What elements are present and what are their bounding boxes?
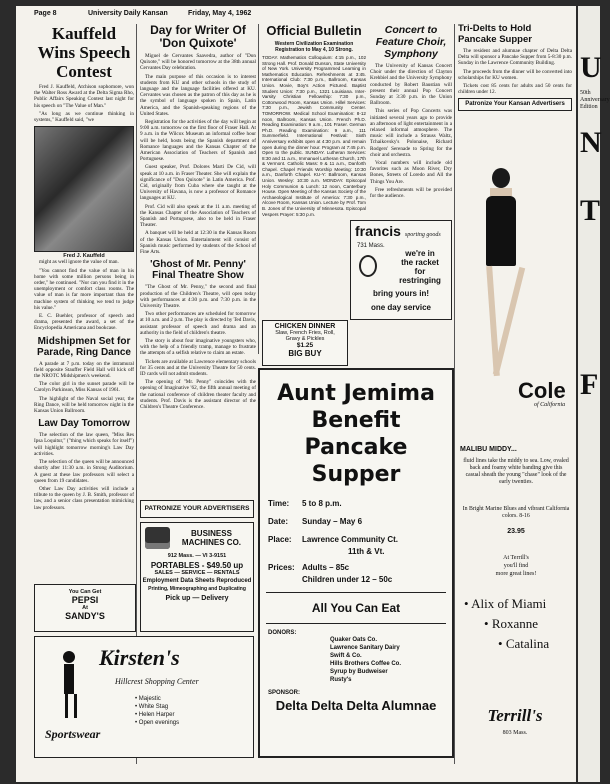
kirsten-item: • White Stag	[135, 704, 169, 710]
donor: Swift & Co.	[330, 653, 362, 659]
business-address: 912 Mass. — VI 3-9151	[167, 553, 227, 559]
bulletin-intro: Western Civilization Examination Registration to May 4, 10 Strong.	[274, 41, 354, 53]
francis-line: restringing	[399, 276, 441, 285]
article-text: "You cannot find the value of man in his home with some million persons being in order," he continued. "Nor can you find it in the unemployment or comfort class rooms. The value of man is far more important than the machine system of thinking we tend to judge his value."	[34, 267, 134, 311]
article-text: E. C. Buehler, professor of speech and drama, presented the award, a set of the Encyclopedia Americana and bookcase.	[34, 313, 134, 332]
column-rule	[258, 24, 259, 354]
typewriter-icon	[145, 527, 170, 549]
terrills-address: 803 Mass.	[502, 730, 528, 736]
issue-date: Friday, May 4, 1962	[188, 10, 252, 17]
business-pickup: Pick up — Delivery	[165, 595, 229, 602]
line-alix: • Alix of Miami	[464, 596, 547, 611]
business-portables: PORTABLES - $49.50 up	[150, 561, 244, 570]
donor: Hills Brothers Coffee Co.	[330, 661, 402, 667]
patronize-box: PATRONIZE YOUR ADVERTISERS	[140, 500, 254, 518]
business-services: SALES — SERVICE — RENTALS	[154, 570, 240, 576]
pancake-child-price: Children under 12 – 50c	[302, 575, 393, 584]
business-line1: Employment Data Sheets Reproduced	[142, 578, 252, 584]
newspaper-page	[16, 6, 576, 782]
figure-illustration	[61, 651, 77, 721]
francis-tag: sporting goods	[404, 232, 441, 238]
racket-icon	[359, 255, 377, 277]
pancake-title: Benefit	[311, 408, 401, 433]
article-text: Other Law Day activities will include a tribute to the queen by J. B. Smith, professor of law, and a senior class presentation mimicking law professors.	[34, 485, 134, 511]
headline-kauffeld: Kauffeld Wins Speech Contest	[37, 24, 131, 81]
pancake-title: Pancake Supper	[304, 435, 408, 487]
cole-ad	[458, 156, 572, 756]
article-text: The selection of the law queen, "Miss Res Ipsa Loquitur," ("thing which speaks for itself") will highlight tomorrow morning's Law Day activities.	[34, 432, 134, 457]
francis-bring: bring yours in!	[373, 289, 429, 298]
cole-colors: In Bright Marine Blues and vibrant California colors. 8-16	[462, 506, 570, 519]
kirsten-item: • Open evenings	[135, 720, 180, 726]
headline-mr-penny: 'Ghost of Mr. Penny' Final Theatre Show	[150, 259, 246, 282]
donor: Rusty's	[330, 677, 352, 683]
kirsten-name: Kirsten's	[99, 645, 180, 670]
kirstens-ad	[34, 636, 254, 758]
cole-desc: fluid lines take the middy to sea. Low, ovaled back and foamy white banding give this casual sheath the young "chase" look of the early twenties.	[463, 458, 569, 485]
headline-quixote: Day for Writer Of 'Don Quixote'	[150, 23, 246, 50]
pancake-place: Place: Lawrence Community Ct.	[268, 535, 399, 544]
article-text: Free refreshments will be provided for the audience.	[370, 186, 452, 200]
article-text: A parade at 7 p.m. today on the intramural field opposite Stauffer Field Hall will kick off the NROTC Midshipmen's weekend.	[34, 360, 134, 380]
sponsor-name: Delta Delta Delta Alumnae	[275, 698, 437, 713]
business-line2: Printing, Mimeographing and Duplicating	[148, 586, 246, 592]
side-letter: U	[580, 51, 602, 84]
article-text: Two other performances are scheduled for tomorrow at 10 a.m. and 2 p.m. The play is directed by Ted Davis, assistant professor of speech and drama and an authority in the field of children's theatre.	[140, 311, 256, 336]
francis-line: the racket	[401, 258, 439, 267]
article-text: "The Ghost of Mr. Penny," the second and final production of the Children's Theatre, will open today with performances at 4:30 p.m. and 7:30 p.m. in the University Theatre.	[140, 284, 256, 309]
pancake-supper-ad	[258, 368, 454, 758]
article-text: A banquet will be held at 12:30 in the Kansas Room of the Kansas Union. Entertainment will consist of Spanish music performed by students of the School of Fine Arts.	[140, 230, 256, 256]
article-text: Prof. Cid will also speak at the 11 a.m. meeting of the Kansas Chapter of the Association of Teachers of Spanish and Portuguese, also to be held in Fraser Theater.	[140, 203, 256, 229]
pancake-time: Time: 5 to 8 p.m.	[268, 499, 342, 508]
patronize-kansan: Patronize Your Kansan Advertisers	[458, 98, 572, 111]
cole-price: 23.95	[507, 528, 525, 535]
business-name: BUSINESS MACHINES CO.	[181, 529, 242, 547]
tridelts-article	[458, 24, 572, 111]
sponsor-label: SPONSOR:	[268, 690, 301, 696]
chicken-tag: BIG BUY	[288, 349, 322, 358]
donor: Syrup by Budweiser	[330, 669, 388, 675]
headline-concert: Concert to Feature Choir, Symphony	[375, 24, 447, 60]
article-text: Miguel de Cervantes Saavedra, author of "Don Quixote," will be honored tomorrow at the 38th annual Cervantes Day celebration.	[140, 53, 256, 72]
side-small-text: 50th Anniversary Edition	[580, 90, 610, 110]
article-text: This series of Pop Concerts was initiated several years ago to provide an afternoon of light entertainment in a relaxed informal atmosphere. The music will include a Strauss Waltz, Tchaikovsky's Polonaise, Richard Rodgers' Serenade to Spring for the choir and orchestra.	[370, 108, 452, 158]
cole-lines	[464, 594, 549, 654]
kauffeld-photo	[34, 126, 134, 252]
bulletin-text: TODAY. Mathematics Colloquium: 4:15 p.m., 102 Strong Hall. Prof. Donald Dunson, State University of New York. University Programmed Learning in Mathematics Education. Refreshments at 3:45. International Club: 7:30 p.m., Ballroom, Kansas Union. Movie, Boy's Action Pictured. Baptist Student Union: 7:30 p.m., 1321 Louisiana. Inter-Varsity Christian Fellowship: 7:30 p.m., Cottonwood Room, Kansas Union. Hillel Services: 7:30 p.m., Jewish Community Center. TOMORROW. Medical School Examination: 8-12 noon, Ballroom, Kansas Union. French Ph.D. Reading Examination: 9 a.m., 101 Fraser. German Ph.D. Reading Examination: 9 a.m., 111 Summerfield. International Festival: Sixth Anniversary exhibits open at 4:30 p.m. and remain open during the dinner hour. Program at 7:45 p.m. Open to the public. SUNDAY. Lutheran Services: 8:30 and 11 a.m., Immanuel Lutheran Church, 17th & Vermont. Catholic Mass: 9 & 11 a.m., Danforth Chapel. Chapel Friends Worship Meeting: 10:30 a.m., Danforth Chapel. KU-Y: Ballroom, Kansas Union. Wesley: 10:30 a.m. MONDAY. Episcopal Holy Communion & Lunch: 12 noon, Canterbury House. Open Meeting of the Kansas Society of the Archaeological Institute of America: 7:30 p.m., Alcove Room, Kansas Union. Lecture by Prof. Tom B. Jones of the University of Minnesota. Episcopal Vespers Prayer: 5:30 p.m.	[262, 55, 366, 217]
headline-midshipmen: Midshipmen Set for Parade, Ring Dance	[37, 335, 131, 358]
article-text: "As long as we continue thinking in systems," Kauffeld said, "we	[34, 110, 134, 124]
business-machines-ad	[140, 522, 254, 632]
kirsten-items	[135, 695, 179, 727]
pancake-tagline: All You Can Eat	[311, 601, 401, 615]
pepsi-ad	[34, 584, 136, 632]
adjacent-page-edge	[578, 6, 610, 782]
column-rule	[454, 24, 455, 764]
pepsi-line: At	[82, 605, 88, 611]
article-text: Tickets cost 85 cents for adults and 50 cents for children under 12.	[458, 83, 572, 96]
article-text: The proceeds from the dinner will be converted into scholarships for KU women.	[458, 68, 572, 81]
donor: Quaker Oats Co.	[330, 637, 378, 643]
pepsi-line: You Can Get	[68, 589, 102, 595]
article-text: Vocal numbers will include old favorites such as Moon River, Dry Bones, Streets of Loredo and All the Things You Are.	[370, 160, 452, 185]
pancake-date: Date: Sunday – May 6	[268, 517, 363, 526]
article-text: Tickets are available at Lawrence elementary schools for 35 cents and at the University Theatre for 50 cents. ID cards will not admit students.	[140, 358, 256, 377]
cole-title: MALIBU MIDDY...	[460, 446, 517, 453]
headline-law-day: Law Day Tomorrow	[38, 418, 130, 430]
article-text: The University of Kansas Concert Choir under the direction of Clayton Krehbiel and the University Symphony conducted by Robert Baustian will present their annual Pop Concert Sunday at 3:30 p.m. in the Union Ballroom.	[370, 63, 452, 107]
pancake-details	[268, 498, 452, 586]
line-catalina: • Catalina	[498, 636, 550, 651]
article-text: might as well ignore the value of man.	[39, 259, 119, 266]
side-letter: N	[580, 126, 602, 159]
cole-brand: Cole	[518, 378, 566, 403]
side-letter: F	[580, 368, 599, 401]
chicken-price: $1.25	[296, 342, 314, 349]
concert-article	[370, 24, 452, 201]
kirsten-item: • Majestic	[135, 696, 161, 702]
donors-list	[330, 636, 452, 684]
pancake-place-2: 11th & Vt.	[348, 547, 385, 556]
official-bulletin	[262, 24, 366, 233]
sandys-name: SANDY'S	[65, 611, 105, 621]
donor: Lawrence Sanitary Dairy	[330, 645, 400, 651]
pancake-prices: Prices: Adults – 85c	[268, 563, 350, 572]
chicken-line: Slaw, French Fries, Roll,	[275, 330, 335, 336]
pepsi-brand: PEPSI	[71, 595, 99, 605]
column-2	[140, 24, 256, 412]
francis-ad	[350, 220, 452, 320]
francis-address: 731 Mass.	[357, 243, 385, 249]
line-roxanne: • Roxanne	[484, 616, 539, 631]
francis-service: one day service	[370, 303, 432, 312]
column-1	[34, 24, 134, 513]
francis-line: we're in	[405, 249, 435, 258]
kirsten-sportswear: Sportswear	[45, 727, 101, 741]
page-number: Page 8	[34, 10, 57, 17]
chicken-title: CHICKEN DINNER	[274, 323, 336, 330]
cole-sub: of California	[534, 402, 566, 408]
donors-label: DONORS:	[268, 630, 297, 636]
page-header	[16, 6, 576, 22]
francis-line: for	[414, 267, 426, 276]
article-text: Registration for the activities of the day will begin at 9:00 a.m. tomorrow on the first floor of Fraser Hall. At 9 a.m. in the Wilcox Museum an informal coffee hour will be held, hosts being the Spanish department of Romance languages and the Kansas Chapter of the American Association of Teachers of Spanish and Portuguese.	[140, 119, 256, 163]
article-text: The resident and alumnae chapter of Delta Delta Delta will sponsor a Pancake Supper from 5-8:30 p.m. Sunday in the Lawrence Community Building.	[458, 48, 572, 67]
article-text: The main purpose of this occasion is to interest students from KU and other schools in the study of language and the language facilities offered at KU. Cervantes was chosen as the patron of this day as he is the symbol of language spoken in Spain, Latin America, and the Spanish-speaking regions of the United States.	[140, 73, 256, 117]
article-text: The color girl in the sunset parade will be Carolyn Parkinson, Miss Kansas of 1961.	[34, 381, 134, 394]
photo-caption: Fred J. Kauffeld	[63, 253, 105, 260]
cole-at: At Terrill's you'll find more great lines!	[495, 555, 537, 577]
article-text: The highlight of the Naval social year, the Ring Dance, will be held tomorrow night in the Kansas Union Ballroom.	[34, 395, 134, 415]
headline-tridelts: Tri-Delts to Hold Pancake Supper	[458, 23, 532, 45]
paper-name: University Daily Kansan	[88, 10, 168, 17]
terrills-name: Terrill's	[487, 706, 543, 725]
chicken-ad	[262, 320, 348, 366]
article-text: The selection of the queen will be announced shortly after 11:30 a.m. in Strong Auditorium. A guest at these law professors will select a queen from 19 candidates.	[34, 459, 134, 484]
pancake-title: Aunt Jemima	[277, 381, 435, 406]
kirsten-item: • Helen Harper	[135, 712, 175, 718]
francis-name: francis	[355, 223, 401, 239]
hillcrest-center: Hillcrest Shopping Center	[115, 677, 199, 686]
bulletin-title: Official Bulletin	[266, 23, 362, 38]
article-text: Guest speaker, Prof. Dolores Marti De Cid, will speak at 10 a.m. in Fraser Theater. She will explain the significance of "Don Quixote" in Latin America. Prof. Cid, originally from Cuba where she taught at the University of Havana, is now a professor of Romance languages at KU.	[140, 164, 256, 202]
side-letter: T	[580, 194, 601, 227]
chicken-line: Gravy & Pickles	[285, 336, 325, 342]
article-text: Fred J. Kauffeld, Atchison sophomore, won the Walter Ross Award at the Delta Sigma Rho, Public Affairs Speaking Contest last night for his speech on "The Value of Man."	[34, 84, 134, 109]
article-text: The opening of "Mr. Penny" coincides with the opening of Imaginative '62, the fifth annual meeting of the national conference of children theater faculty and students. Prof. Davis is the assistant director of the Children's Theatre Conference.	[140, 379, 256, 410]
article-text: The story is about four imaginative youngsters who, with the help of a friendly tramp, manage to frustrate the attempts of a selfish relative to claim an estate.	[140, 337, 256, 357]
